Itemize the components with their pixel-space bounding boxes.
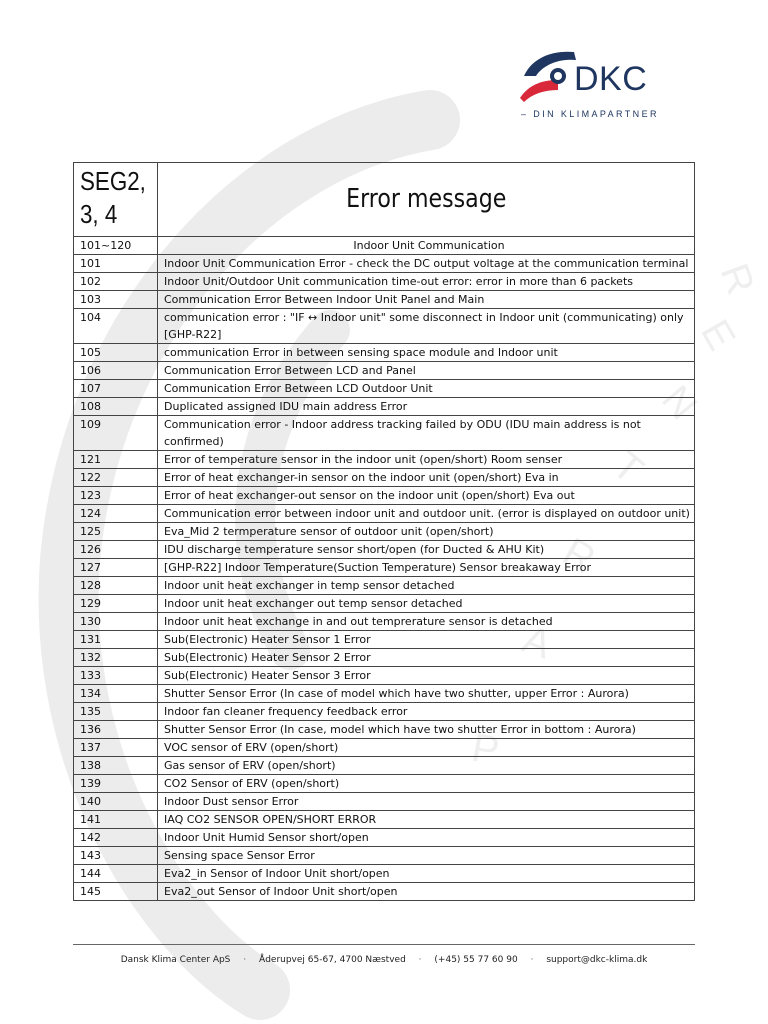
error-code: 105 [74,344,158,362]
error-message: Indoor unit heat exchanger out temp sensor detached [158,595,695,613]
svg-text:N: N [653,377,706,428]
error-code: 131 [74,631,158,649]
error-code: 107 [74,380,158,398]
error-message: Shutter Sensor Error (In case of model which have two shutter, upper Error : Aurora) [158,685,695,703]
table-row [74,523,695,541]
error-message: Sub(Electronic) Heater Sensor 3 Error [158,667,695,685]
table-row [74,667,695,685]
table-row [74,847,695,865]
group-range: 101~120 [74,237,158,255]
error-message: CO2 Sensor of ERV (open/short) [158,775,695,793]
error-code: 139 [74,775,158,793]
error-code: 129 [74,595,158,613]
table-row [74,685,695,703]
table-row [74,291,695,309]
table-row [74,469,695,487]
error-code: 133 [74,667,158,685]
error-code: 141 [74,811,158,829]
table-row [74,793,695,811]
table-row [74,416,695,451]
error-code: 145 [74,883,158,901]
error-code: 127 [74,559,158,577]
table-row [74,613,695,631]
error-code: 101 [74,255,158,273]
error-message: IDU discharge temperature sensor short/open (for Ducted & AHU Kit) [158,541,695,559]
footer-phone: (+45) 55 77 60 90 [434,955,518,965]
error-message: Sub(Electronic) Heater Sensor 2 Error [158,649,695,667]
table-header-row [74,163,695,237]
error-code: 104 [74,309,158,344]
table-row [74,344,695,362]
error-code: 134 [74,685,158,703]
error-message: Indoor fan cleaner frequency feedback error [158,703,695,721]
table-row [74,883,695,901]
error-code: 130 [74,613,158,631]
error-code: 135 [74,703,158,721]
error-code: 128 [74,577,158,595]
dkc-logo [518,46,668,126]
svg-text:E: E [692,312,744,358]
footer-separator: · [530,955,534,965]
error-code: 121 [74,451,158,469]
error-message: Indoor unit heat exchange in and out temprerature sensor is detached [158,613,695,631]
error-code: 142 [74,829,158,847]
header-message: Error message [345,184,507,214]
error-message: Indoor Dust sensor Error [158,793,695,811]
page-footer [0,955,768,965]
header-code: SEG2, 3, 4 [80,166,146,229]
table-row [74,595,695,613]
error-message: [GHP-R22] Indoor Temperature(Suction Temperature) Sensor breakaway Error [158,559,695,577]
error-code: 138 [74,757,158,775]
error-message: Sensing space Sensor Error [158,847,695,865]
error-code: 143 [74,847,158,865]
table-row [74,273,695,291]
table-row [74,703,695,721]
table-row [74,362,695,380]
table-row [74,309,695,344]
svg-text:P: P [468,725,503,774]
error-message: communication error : "IF ↔ Indoor unit" some disconnect in Indoor unit (communicating) only [GHP-R22] [158,309,695,344]
error-message: Gas sensor of ERV (open/short) [158,757,695,775]
error-code: 124 [74,505,158,523]
table-row [74,649,695,667]
error-message: Error of heat exchanger-in sensor on the indoor unit (open/short) Eva in [158,469,695,487]
brand-tagline: – DIN KLIMAPARTNER [521,109,659,119]
error-code: 108 [74,398,158,416]
error-message: VOC sensor of ERV (open/short) [158,739,695,757]
error-message: Communication error between indoor unit and outdoor unit. (error is displayed on outdoor unit) [158,505,695,523]
error-message: Eva2_in Sensor of Indoor Unit short/open [158,865,695,883]
table-row [74,631,695,649]
footer-separator: · [418,955,422,965]
header-message-cell [158,163,695,237]
error-message: Indoor Unit Communication Error - check the DC output voltage at the communication terminal [158,255,695,273]
table-row [74,775,695,793]
error-message: Communication Error Between LCD and Panel [158,362,695,380]
svg-text:R: R [711,258,763,301]
footer-company: Dansk Klima Center ApS [120,955,231,965]
table-row [74,757,695,775]
error-message: Communication Error Between LCD Outdoor Unit [158,380,695,398]
error-message: Duplicated assigned IDU main address Error [158,398,695,416]
table-row [74,721,695,739]
error-code: 122 [74,469,158,487]
error-code: 103 [74,291,158,309]
error-code: 106 [74,362,158,380]
error-message: Indoor Unit Humid Sensor short/open [158,829,695,847]
dkc-logo-mark [518,46,578,106]
svg-text:R: R [555,529,603,583]
error-code: 123 [74,487,158,505]
error-message: Error of temperature sensor in the indoor unit (open/short) Room senser [158,451,695,469]
table-row [74,559,695,577]
table-row [74,739,695,757]
table-row [74,487,695,505]
table-row [74,541,695,559]
svg-text:A: A [516,617,558,668]
error-message: Indoor unit heat exchanger in temp sensor detached [158,577,695,595]
error-code: 109 [74,416,158,451]
table-row [74,451,695,469]
error-code: 137 [74,739,158,757]
error-message: communication Error in between sensing space module and Indoor unit [158,344,695,362]
error-code-table [73,162,695,901]
error-code: 144 [74,865,158,883]
error-message: Eva2_out Sensor of Indoor Unit short/open [158,883,695,901]
group-label: Indoor Unit Communication [158,237,695,255]
table-row [74,398,695,416]
table-row [74,577,695,595]
table-row [74,811,695,829]
error-code: 126 [74,541,158,559]
table-row [74,380,695,398]
error-message: Communication error - Indoor address tracking failed by ODU (IDU main address is not confirmed) [158,416,695,451]
table-row [74,255,695,273]
error-message: Sub(Electronic) Heater Sensor 1 Error [158,631,695,649]
table-row [74,865,695,883]
error-code: 136 [74,721,158,739]
footer-separator: · [243,955,247,965]
footer-divider [73,944,695,945]
table-row [74,505,695,523]
error-message: Shutter Sensor Error (In case, model which have two shutter Error in bottom : Aurora) [158,721,695,739]
header-code-cell [74,163,158,237]
error-message: Error of heat exchanger-out sensor on the indoor unit (open/short) Eva out [158,487,695,505]
error-message: Communication Error Between Indoor Unit Panel and Main [158,291,695,309]
error-code: 102 [74,273,158,291]
error-message: Indoor Unit/Outdoor Unit communication time-out error: error in more than 6 packets [158,273,695,291]
group-row [74,237,695,255]
error-code: 132 [74,649,158,667]
footer-address: Åderupvej 65-67, 4700 Næstved [259,955,406,965]
error-code: 140 [74,793,158,811]
svg-text:T: T [604,443,652,493]
error-message: Eva_Mid 2 termperature sensor of outdoor unit (open/short) [158,523,695,541]
table-row [74,829,695,847]
brand-name: DKC [574,60,648,98]
footer-email: support@dkc-klima.dk [546,955,648,965]
error-code: 125 [74,523,158,541]
error-message: IAQ CO2 SENSOR OPEN/SHORT ERROR [158,811,695,829]
